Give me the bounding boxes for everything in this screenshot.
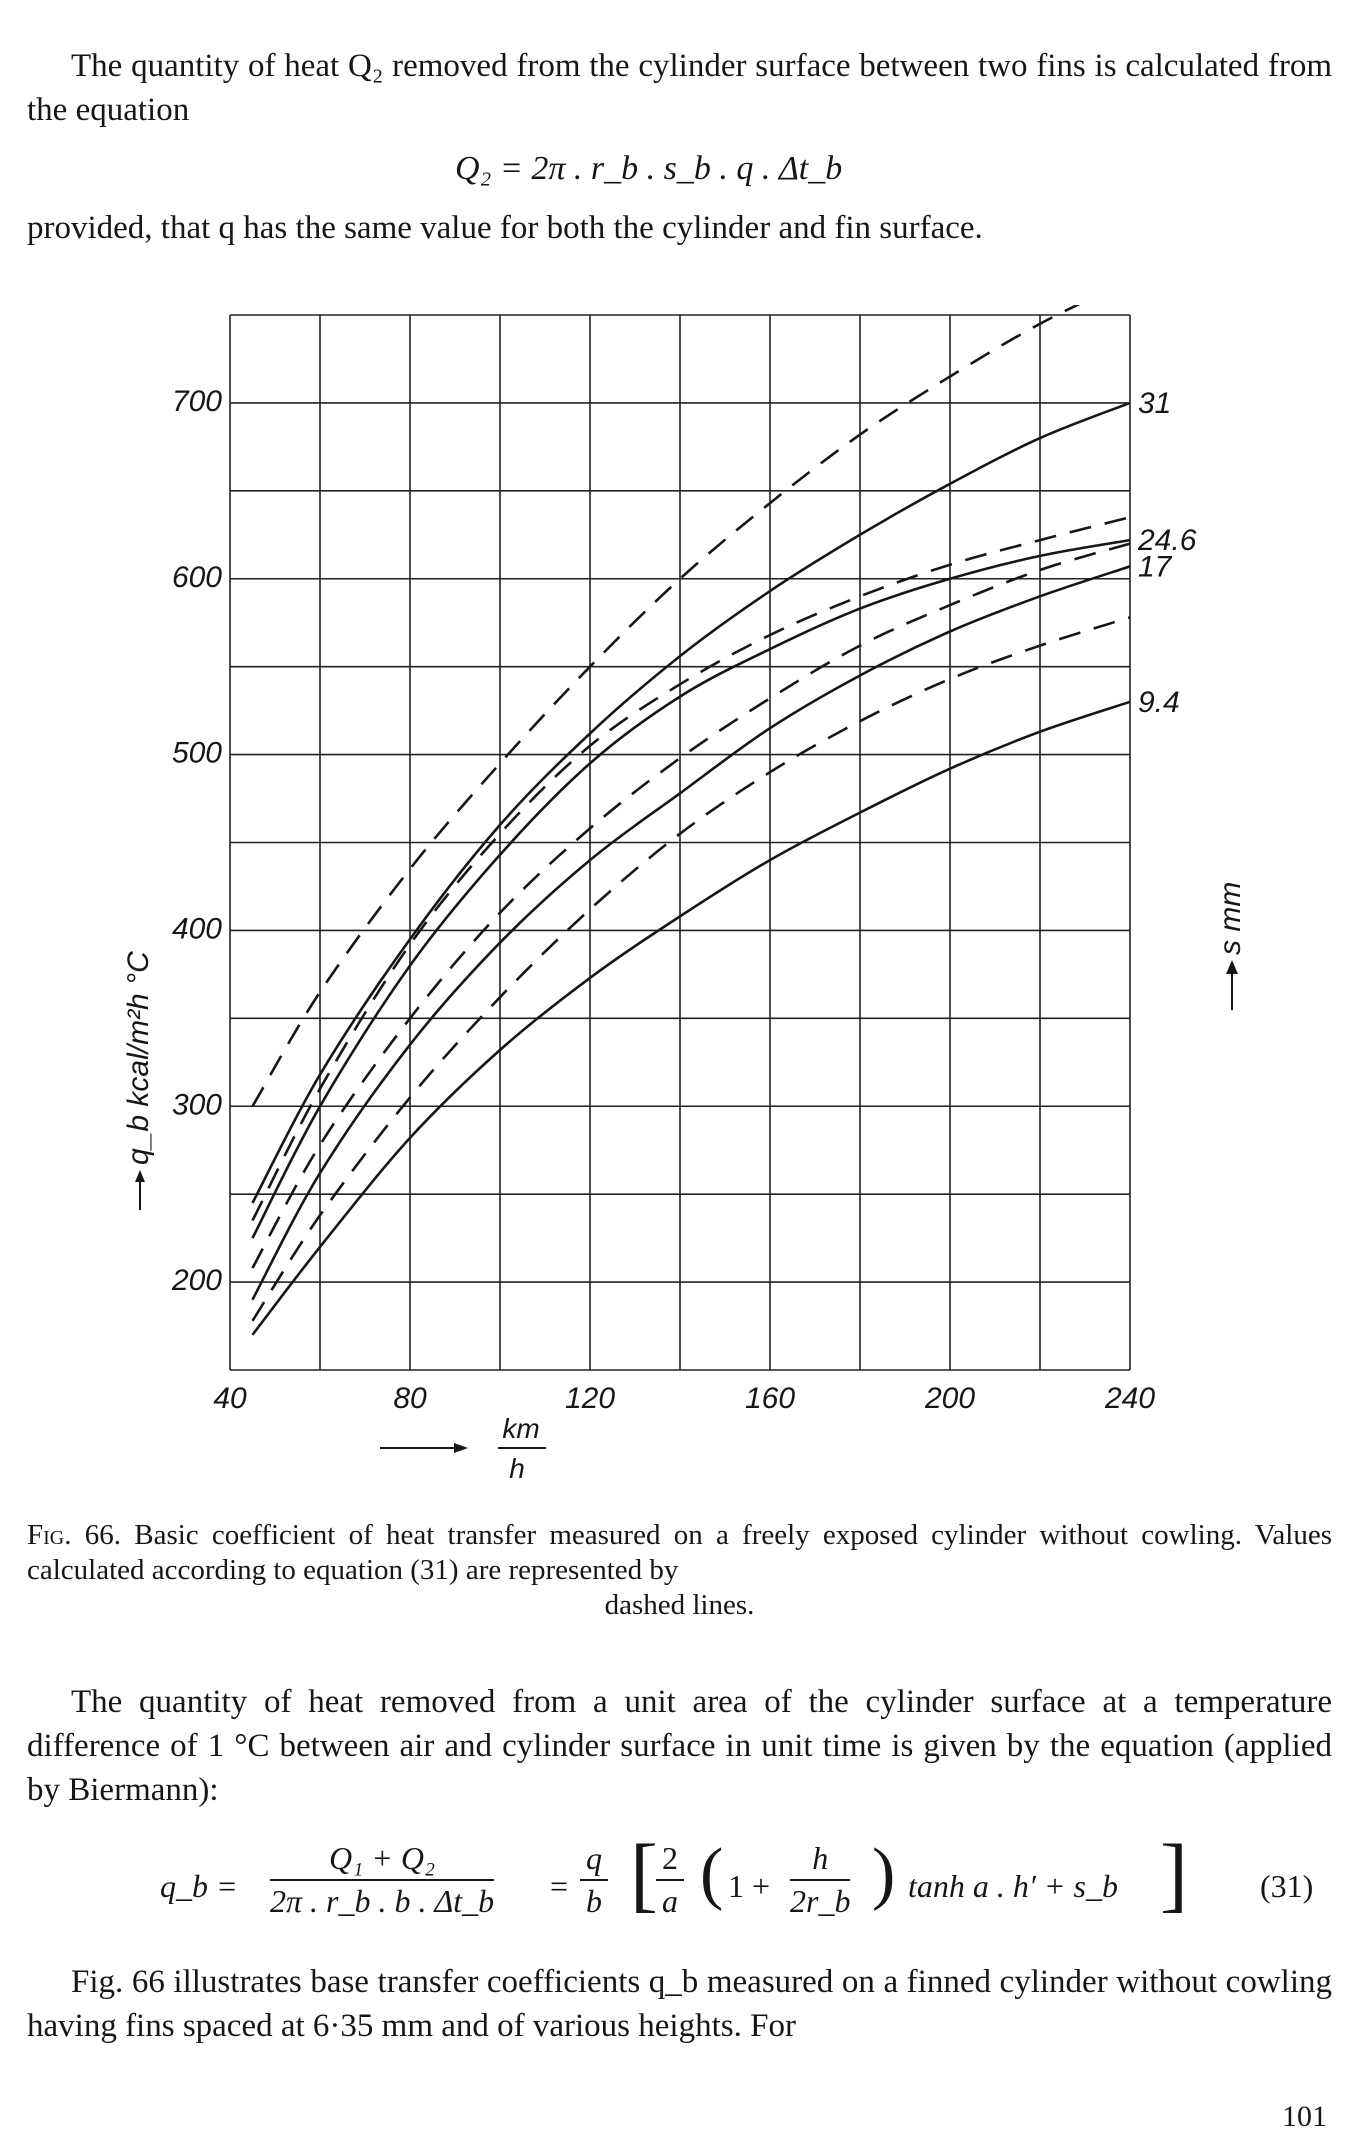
- curve-label: 31: [1138, 386, 1172, 420]
- eq31-right-paren: ): [872, 1835, 896, 1912]
- curve-label: 9.4: [1138, 685, 1180, 719]
- eq31-tanh: tanh a . h′ + s_b: [908, 1868, 1118, 1904]
- eq31-lhs: q_b =: [160, 1868, 238, 1904]
- chart-curve-labels: [1137, 387, 1197, 719]
- eq31-one-plus: 1 +: [728, 1868, 771, 1904]
- eq31-frac2-den: b: [586, 1883, 602, 1919]
- chart-curves: [253, 290, 1131, 1335]
- x-tick-label: 200: [924, 1382, 976, 1415]
- eq31-left-paren: (: [700, 1835, 724, 1912]
- caption-text: Basic coefficient of heat transfer measured on a freely exposed cylinder without cowling. Values calculated according to equation (31) are represented by: [27, 1519, 1333, 1586]
- x-tick-label: 120: [564, 1382, 616, 1415]
- eq31-bracket-fraction: [656, 1840, 684, 1920]
- equation-31: [160, 1828, 1340, 1950]
- eq31-frac2-num: q: [580, 1840, 608, 1881]
- curve-dashed-9.4: [253, 617, 1131, 1320]
- eq31-equals: =: [550, 1868, 569, 1904]
- x-tick-label: 40: [213, 1382, 247, 1415]
- body-paragraph-2: Fig. 66 illustrates base transfer coefficients q_b measured on a finned cylinder without cowling having fins spaced at 6·35 mm and of various heights. For: [27, 1964, 1332, 2044]
- caption-text-last: dashed lines.: [604, 1589, 755, 1621]
- y-tick-label: 600: [171, 560, 222, 594]
- y-axis-label-text: q_b kcal/m²h °C: [122, 951, 155, 1165]
- intro-paragraph: The quantity of heat Q₂ removed from the cylinder surface between two fins is calculated from the equation: [27, 48, 1332, 128]
- equation-q2: Q₂ = 2π . r_b . s_b . q . Δt_b: [455, 150, 843, 187]
- curve-dashed-24.6: [253, 517, 1131, 1220]
- curve-label: 24.6: [1138, 524, 1197, 558]
- right-axis-label: [1214, 882, 1247, 1010]
- curve-dashed-17: [253, 544, 1131, 1268]
- eq31-fraction-2: [580, 1840, 608, 1920]
- body-paragraph-1: The quantity of heat removed from a unit area of the cylinder surface at a temperature difference of 1 °C between air and cylinder surface in unit time is given by the equation (applied by Biermann):: [27, 1684, 1332, 1808]
- eq31-left-bracket: [: [630, 1828, 658, 1921]
- y-tick-label: 500: [171, 736, 222, 770]
- equation-number: (31): [1260, 1868, 1314, 1904]
- y-tick-label: 700: [171, 384, 222, 418]
- x-tick-label: 80: [393, 1382, 427, 1415]
- y-tick-label: 300: [171, 1088, 222, 1122]
- y-tick-label: 200: [171, 1264, 222, 1298]
- chart-grid: [230, 315, 1130, 1370]
- x-tick-label: 160: [744, 1382, 796, 1415]
- curve-solid-31: [253, 403, 1131, 1203]
- figure-caption: [27, 1518, 1332, 1623]
- eq31-inner-fraction: [790, 1840, 850, 1920]
- curve-solid-24.6: [253, 540, 1131, 1238]
- figure-label: Fig. 66.: [27, 1519, 121, 1551]
- eq31-bracket-frac-den: a: [662, 1883, 678, 1919]
- curve-label: 17: [1138, 550, 1172, 584]
- eq31-right-bracket: ]: [1160, 1828, 1188, 1921]
- x-axis-label: [380, 1413, 546, 1484]
- figure-66-chart: [0, 290, 1365, 1490]
- chart-tick-labels: [171, 385, 1155, 1415]
- x-tick-label: 240: [1104, 1382, 1156, 1415]
- y-axis-label: [122, 951, 155, 1210]
- eq31-frac1-num: Q₁ + Q₂: [270, 1840, 494, 1881]
- eq31-inner-num: h: [790, 1840, 850, 1881]
- eq31-inner-den: 2r_b: [790, 1883, 851, 1919]
- y-tick-label: 400: [171, 912, 222, 946]
- eq31-bracket-frac-num: 2: [656, 1840, 684, 1881]
- intro-paragraph-continued: provided, that q has the same value for both the cylinder and fin surface.: [27, 210, 983, 246]
- curve-solid-17: [253, 566, 1131, 1299]
- x-axis-label-num: km: [502, 1413, 540, 1444]
- right-axis-label-text: s mm: [1214, 881, 1247, 955]
- x-axis-label-den: h: [509, 1453, 525, 1484]
- eq31-frac1-den: 2π . r_b . b . Δt_b: [270, 1883, 495, 1919]
- eq31-fraction-1: [270, 1840, 494, 1920]
- page-number: 101: [1282, 2100, 1327, 2133]
